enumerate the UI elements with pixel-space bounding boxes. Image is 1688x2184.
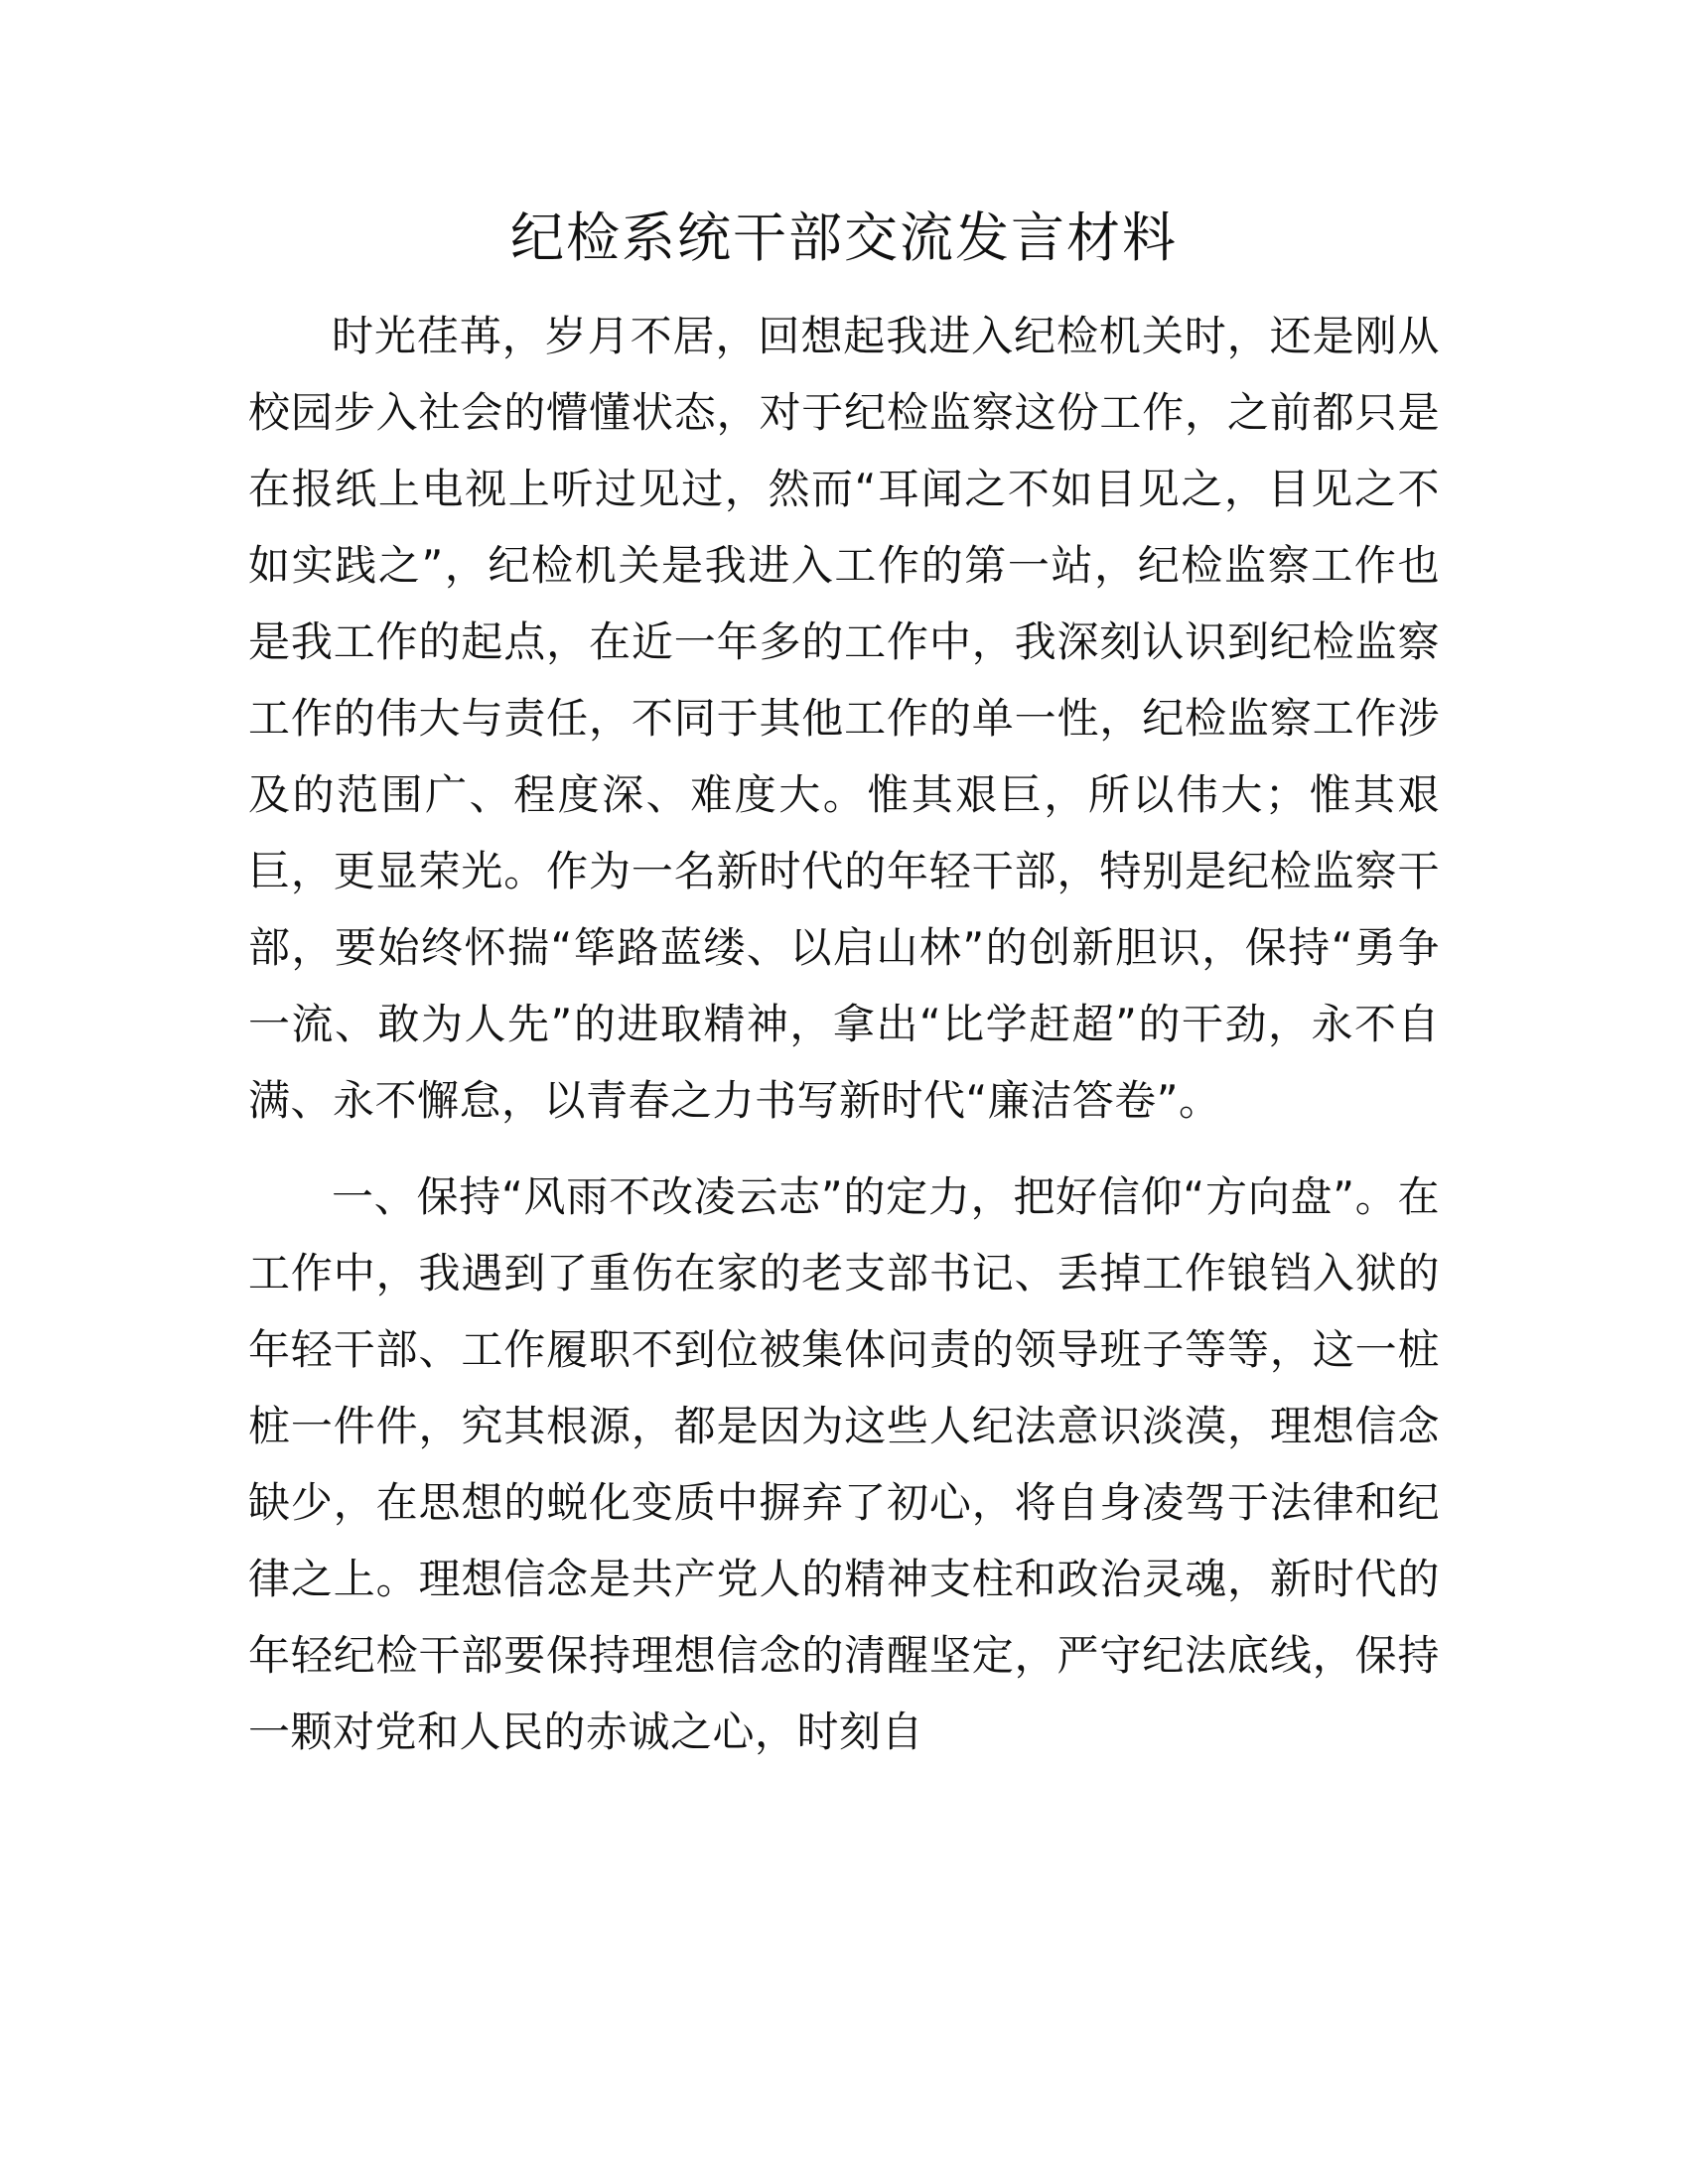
paragraph-intro: 时光荏苒，岁月不居，回想起我进入纪检机关时，还是刚从校园步入社会的懵懂状态，对于纪检监察这份工作，之前都只是在报纸上电视上听过见过，然而“耳闻之不如目见之，目见之不如实践之”，纪检机关是我进入工作的第一站，纪检监察工作也是我工作的起点，在近一年多的工作中，我深刻认识到纪检监察工作的伟大与责任，不同于其他工作的单一性，纪检监察工作涉及的范围广、程度深、难度大。惟其艰巨，所以伟大；惟其艰巨，更显荣光。作为一名新时代的年轻干部，特别是纪检监察干部，要始终怀揣“筚路蓝缕、以启山林”的创新胆识，保持“勇争一流、敢为人先”的进取精神，拿出“比学赶超”的干劲，永不自满、永不懈怠，以青春之力书写新时代“廉洁答卷”。 [248, 312, 1440, 1125]
document-title: 纪检系统干部交流发言材料 [510, 206, 1178, 269]
document-body [248, 298, 1440, 1770]
paragraph-section-one: 一、保持“风雨不改凌云志”的定力，把好信仰“方向盘”。在工作中，我遇到了重伤在家的老支部书记、丢掉工作锒铛入狱的年轻干部、工作履职不到位被集体问责的领导班子等等，这一桩桩一件件，究其根源，都是因为这些人纪法意识淡漠，理想信念缺少，在思想的蜕化变质中摒弃了初心，将自身凌驾于法律和纪律之上。理想信念是共产党人的精神支柱和政治灵魂，新时代的年轻纪检干部要保持理想信念的清醒坚定，严守纪法底线，保持一颗对党和人民的赤诚之心，时刻自 [248, 1172, 1440, 1756]
